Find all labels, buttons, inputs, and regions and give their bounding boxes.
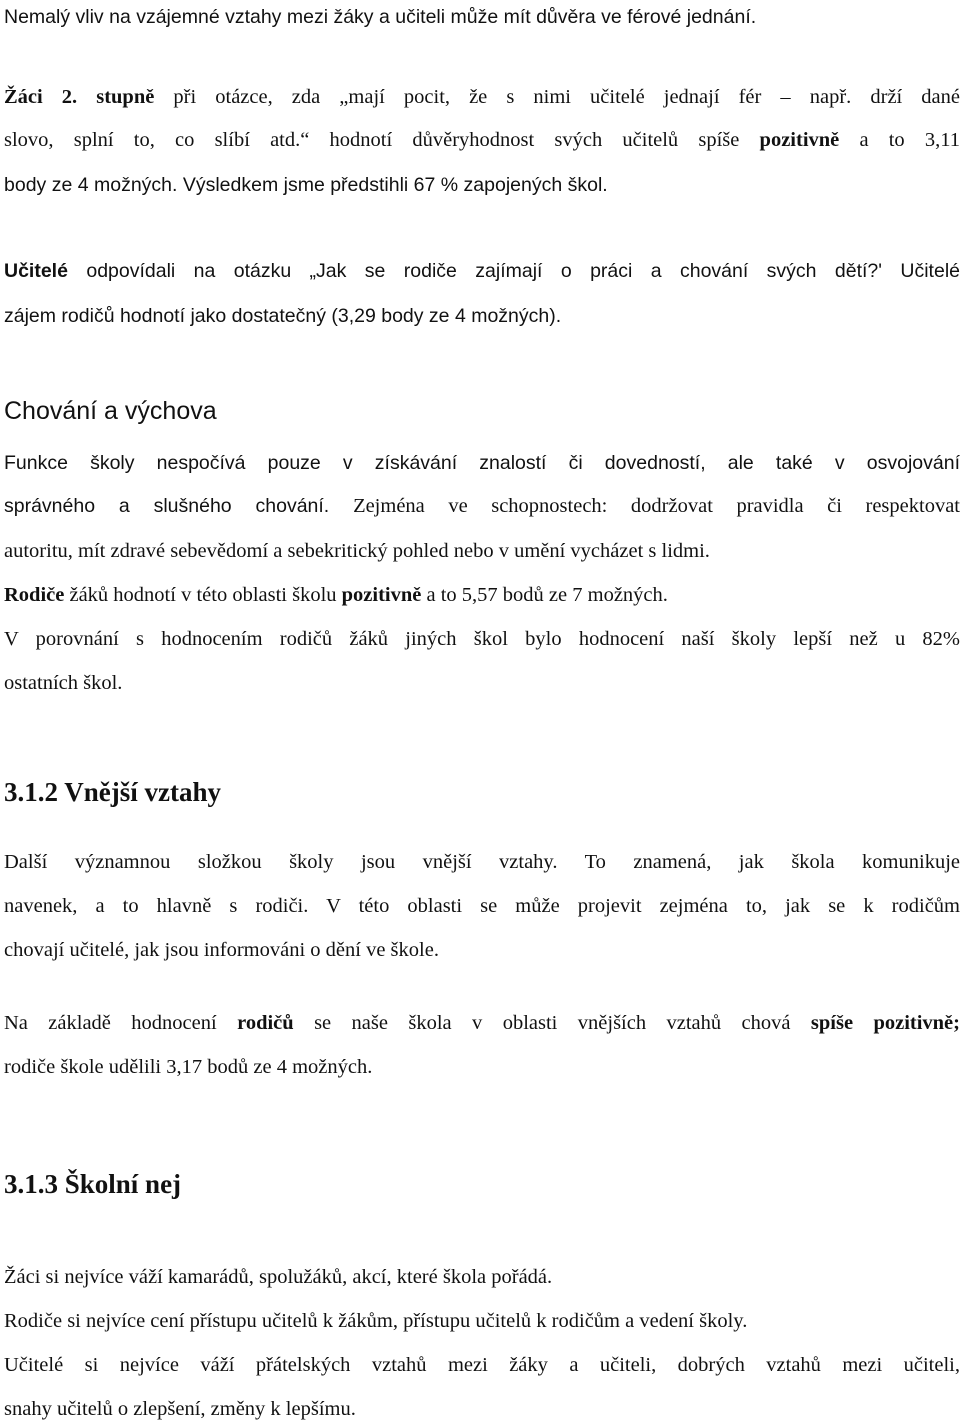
text: správného a slušného chování. xyxy=(4,495,354,517)
text: Učitelé si nejvíce váží přátelských vztahů mezi žáky a učiteli, dobrých vztahů mezi učiteli, xyxy=(4,1354,960,1376)
text: se naše škola v oblasti vnějších vztahů chová xyxy=(293,1012,811,1034)
paragraph-best-line-1 xyxy=(4,1264,552,1290)
paragraph-behavior-line-4 xyxy=(4,582,668,608)
text: V porovnání s hodnocením rodičů žáků jiných škol bylo hodnocení naší školy lepší než u 82% xyxy=(4,628,960,650)
text: a to 3,11 xyxy=(839,129,960,151)
text: chovají učitelé, jak jsou informováni o dění ve škole. xyxy=(4,939,439,961)
paragraph-behavior-line-3 xyxy=(4,538,710,564)
text: a to 5,57 bodů ze 7 možných. xyxy=(421,584,668,606)
paragraph-external-line-3 xyxy=(4,937,439,963)
paragraph-pupils-line-3 xyxy=(4,172,608,198)
bold-text: pozitivně xyxy=(759,129,840,151)
paragraph-behavior-line-2 xyxy=(4,493,960,519)
section-heading-external: 3.1.2 Vnější vztahy xyxy=(4,777,222,807)
text: Funkce školy nespočívá pouze v získávání znalostí či dovedností, ale také v osvojování xyxy=(4,452,960,474)
paragraph-behavior-line-5 xyxy=(4,626,960,652)
text: Nemalý vliv na vzájemné vztahy mezi žáky a učiteli může mít důvěra ve férové jednání. xyxy=(4,6,757,28)
paragraph-teachers-line-2 xyxy=(4,303,561,329)
paragraph-pupils-line-2 xyxy=(4,127,960,153)
text: V této oblasti se může projevit zejména to, jak se k rodičům xyxy=(326,895,960,917)
paragraph-trust xyxy=(4,4,756,30)
text: body ze 4 možných. Výsledkem jsme předstihli 67 % zapojených škol. xyxy=(4,174,608,196)
paragraph-behavior-line-1 xyxy=(4,450,960,476)
bold-text: Učitelé xyxy=(4,260,68,282)
text: zájem rodičů hodnotí jako dostatečný (3,29 body ze 4 možných). xyxy=(4,305,562,327)
text: rodiče škole udělili 3,17 bodů ze 4 možných. xyxy=(4,1056,373,1078)
text: Zejména ve schopnostech: dodržovat pravidla či respektovat xyxy=(353,495,960,517)
paragraph-best-line-4 xyxy=(4,1396,356,1422)
text: žáků hodnotí v této oblasti školu xyxy=(64,584,342,606)
paragraph-external-line-2 xyxy=(4,893,960,919)
bold-text: pozitivně xyxy=(341,584,422,606)
paragraph-pupils-line-1 xyxy=(4,84,960,110)
paragraph-external-line-5 xyxy=(4,1054,372,1080)
paragraph-behavior-line-6 xyxy=(4,670,122,696)
text: Žáci si nejvíce váží kamarádů, spolužáků, akcí, které škola pořádá. xyxy=(4,1266,553,1288)
paragraph-best-line-2 xyxy=(4,1308,747,1334)
paragraph-teachers-line-1 xyxy=(4,258,960,284)
bold-text: rodičů xyxy=(237,1012,294,1034)
text: Na základě hodnocení xyxy=(4,1012,238,1034)
paragraph-best-line-3 xyxy=(4,1352,960,1378)
text: odpovídali na otázku „Jak se rodiče zajímají o práci a chování svých dětí?' Učitelé xyxy=(67,260,960,282)
bold-text: spíše pozitivně; xyxy=(810,1012,960,1034)
text: při otázce, zda „mají pocit, že s nimi učitelé jednají fér – např. drží dané xyxy=(154,86,960,108)
bold-text: Žáci 2. stupně xyxy=(4,86,155,108)
text: snahy učitelů o zlepšení, změny k lepšímu. xyxy=(4,1398,356,1420)
bold-text: Rodiče xyxy=(4,584,65,606)
text: Další významnou složkou školy jsou vnější vztahy. To znamená, jak škola komunikuje xyxy=(4,851,960,873)
paragraph-external-line-1 xyxy=(4,849,960,875)
text: slovo, splní to, co slíbí atd.“ hodnotí důvěryhodnost svých učitelů spíše xyxy=(4,129,760,151)
text: navenek, a to hlavně s rodiči. xyxy=(4,895,327,917)
text: Rodiče si nejvíce cení přístupu učitelů k žákům, přístupu učitelů k rodičům a vedení školy. xyxy=(4,1310,748,1332)
section-heading-best: 3.1.3 Školní nej xyxy=(4,1169,182,1199)
text: ostatních škol. xyxy=(4,672,123,694)
section-heading-behavior: Chování a výchova xyxy=(4,397,217,425)
paragraph-external-line-4 xyxy=(4,1010,960,1036)
text: autoritu, mít zdravé sebevědomí a sebekritický pohled nebo v umění vycházet s lidmi. xyxy=(4,540,710,562)
